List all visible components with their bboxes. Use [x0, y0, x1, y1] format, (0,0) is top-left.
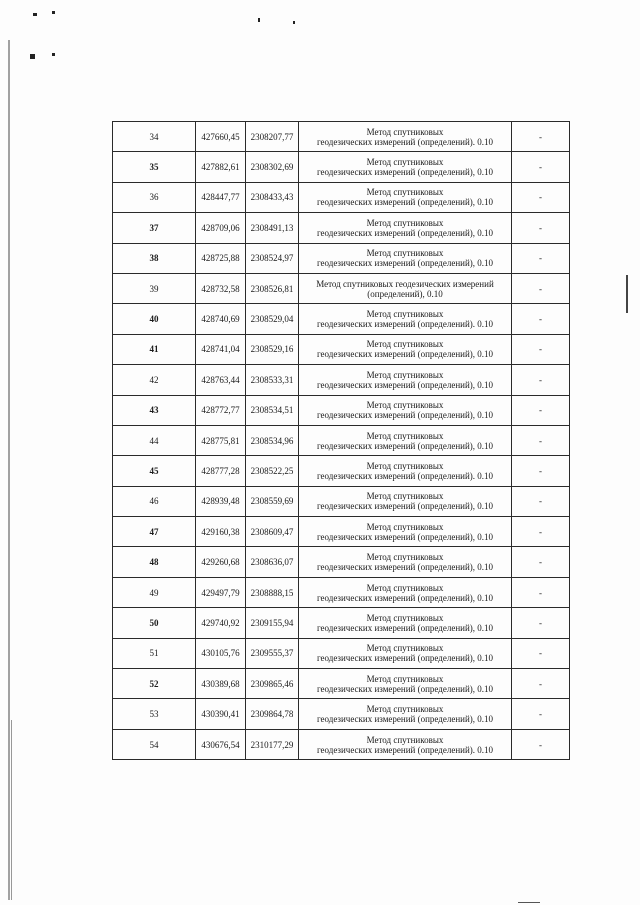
method-cell [299, 638, 512, 668]
point-number: 54 [113, 729, 196, 759]
blank-cell: - [512, 243, 570, 273]
method-line-1: Метод спутниковых [366, 612, 444, 623]
scan-edge-line [11, 720, 12, 900]
point-number: 44 [113, 425, 196, 455]
table-row [113, 638, 570, 668]
blank-cell: - [512, 456, 570, 486]
method-cell [299, 365, 512, 395]
method-cell [299, 122, 512, 152]
coordinate-y: 2309865,46 [246, 669, 299, 699]
method-line-1: Метод спутниковых [366, 673, 444, 684]
method-line-2: геодезических измерений (определений), 0.10 [316, 562, 494, 573]
point-number: 53 [113, 699, 196, 729]
method-line-1: Метод спутниковых [366, 187, 444, 198]
point-number: 48 [113, 547, 196, 577]
method-cell [299, 152, 512, 182]
method-line-2: (определений), 0.10 [367, 288, 443, 299]
blank-cell: - [512, 517, 570, 547]
coordinate-y: 2308529,04 [246, 304, 299, 334]
coordinate-y: 2309864,78 [246, 699, 299, 729]
method-line-2: геодезических измерений (определений), 0.10 [316, 653, 494, 664]
method-line-1: Метод спутниковых [366, 430, 444, 441]
coordinate-x: 428709,06 [196, 213, 246, 243]
point-number: 47 [113, 517, 196, 547]
method-line-2: геодезических измерений (определений), 0.10 [316, 714, 494, 725]
coordinate-y: 2308559,69 [246, 486, 299, 516]
table-row [113, 608, 570, 638]
coordinate-y: 2309155,94 [246, 608, 299, 638]
method-line-1: Метод спутниковых [366, 126, 444, 137]
coordinate-y: 2308529,16 [246, 334, 299, 364]
table-row [113, 304, 570, 334]
method-line-1: Метод спутниковых [366, 552, 444, 563]
coordinate-x: 427660,45 [196, 122, 246, 152]
point-number: 42 [113, 365, 196, 395]
blank-cell: - [512, 182, 570, 212]
coordinate-y: 2308524,97 [246, 243, 299, 273]
method-line-1: Метод спутниковых [366, 400, 444, 411]
point-number: 36 [113, 182, 196, 212]
method-cell [299, 213, 512, 243]
method-line-1: Метод спутниковых [366, 309, 444, 320]
table-row [113, 395, 570, 425]
coordinate-y: 2308491,13 [246, 213, 299, 243]
blank-cell: - [512, 669, 570, 699]
point-number: 38 [113, 243, 196, 273]
coordinate-y: 2309555,37 [246, 638, 299, 668]
coordinate-y: 2308302,69 [246, 152, 299, 182]
scan-speck [52, 11, 55, 14]
table-row [113, 547, 570, 577]
method-cell [299, 273, 512, 303]
coordinate-x: 428740,69 [196, 304, 246, 334]
coordinate-y: 2308636,07 [246, 547, 299, 577]
table-row [113, 517, 570, 547]
table-row [113, 577, 570, 607]
method-cell [299, 577, 512, 607]
coordinate-x: 428763,44 [196, 365, 246, 395]
blank-cell: - [512, 365, 570, 395]
blank-cell: - [512, 486, 570, 516]
method-cell [299, 395, 512, 425]
table-row [113, 729, 570, 759]
method-cell [299, 699, 512, 729]
point-number: 50 [113, 608, 196, 638]
table-row [113, 273, 570, 303]
coordinate-y: 2308534,96 [246, 425, 299, 455]
point-number: 37 [113, 213, 196, 243]
method-line-1: Метод спутниковых [366, 248, 444, 259]
method-cell [299, 456, 512, 486]
table-row [113, 486, 570, 516]
scan-edge-line [626, 275, 628, 313]
method-cell [299, 669, 512, 699]
method-cell [299, 547, 512, 577]
coordinate-x: 428732,58 [196, 273, 246, 303]
method-line-2: геодезических измерений (определений), 0.10 [316, 167, 494, 178]
method-line-1: Метод спутниковых [366, 339, 444, 350]
method-cell [299, 608, 512, 638]
scan-speck [52, 53, 55, 56]
blank-cell: - [512, 213, 570, 243]
blank-cell: - [512, 395, 570, 425]
method-line-1: Метод спутниковых [366, 491, 444, 502]
blank-cell: - [512, 152, 570, 182]
coordinate-x: 429740,92 [196, 608, 246, 638]
coordinate-y: 2310177,29 [246, 729, 299, 759]
blank-cell: - [512, 729, 570, 759]
method-line-2: геодезических измерений (определений), 0.10 [316, 258, 494, 269]
method-line-2: геодезических измерений (определений). 0.10 [316, 136, 494, 147]
coordinate-y: 2308609,47 [246, 517, 299, 547]
blank-cell: - [512, 547, 570, 577]
coordinate-x: 429260,68 [196, 547, 246, 577]
method-line-1: Метод спутниковых [366, 643, 444, 654]
method-line-2: геодезических измерений (определений), 0.10 [316, 531, 494, 542]
method-line-1: Метод спутниковых [366, 582, 444, 593]
method-line-2: геодезических измерений (определений), 0.10 [316, 592, 494, 603]
point-number: 40 [113, 304, 196, 334]
coordinate-x: 428939,48 [196, 486, 246, 516]
point-number: 43 [113, 395, 196, 425]
coordinate-x: 428447,77 [196, 182, 246, 212]
coordinate-y: 2308533,31 [246, 365, 299, 395]
coordinate-x: 428777,28 [196, 456, 246, 486]
blank-cell: - [512, 577, 570, 607]
table-row [113, 425, 570, 455]
coordinate-x: 427882,61 [196, 152, 246, 182]
coordinate-x: 428725,88 [196, 243, 246, 273]
method-line-2: геодезических измерений (определений). 0.10 [316, 470, 494, 481]
table-row [113, 182, 570, 212]
scan-edge-line [8, 40, 10, 900]
method-line-2: геодезических измерений (определений), 0.10 [316, 227, 494, 238]
blank-cell: - [512, 304, 570, 334]
table-row [113, 122, 570, 152]
point-number: 39 [113, 273, 196, 303]
coordinate-y: 2308522,25 [246, 456, 299, 486]
method-line-1: Метод спутниковых [366, 704, 444, 715]
table-row [113, 669, 570, 699]
blank-cell: - [512, 425, 570, 455]
table-row [113, 243, 570, 273]
coordinate-x: 428772,77 [196, 395, 246, 425]
coordinate-x: 430105,76 [196, 638, 246, 668]
coordinate-x: 429160,38 [196, 517, 246, 547]
method-line-2: геодезических измерений (определений), 0.10 [316, 440, 494, 451]
coordinate-x: 430390,41 [196, 699, 246, 729]
blank-cell: - [512, 122, 570, 152]
scan-speck [258, 18, 260, 22]
coordinate-y: 2308433,43 [246, 182, 299, 212]
blank-cell: - [512, 638, 570, 668]
scan-speck [30, 54, 35, 59]
method-line-2: геодезических измерений (определений), 0.10 [316, 683, 494, 694]
method-line-2: геодезических измерений (определений). 0.10 [316, 744, 494, 755]
point-number: 51 [113, 638, 196, 668]
method-cell [299, 517, 512, 547]
table-row [113, 152, 570, 182]
method-cell [299, 182, 512, 212]
method-cell [299, 243, 512, 273]
method-line-2: геодезических измерений (определений), 0.10 [316, 349, 494, 360]
point-number: 49 [113, 577, 196, 607]
point-number: 52 [113, 669, 196, 699]
method-line-2: геодезических измерений (определений), 0.10 [316, 622, 494, 633]
coordinate-x: 428775,81 [196, 425, 246, 455]
point-number: 35 [113, 152, 196, 182]
method-cell [299, 425, 512, 455]
method-line-2: геодезических измерений (определений), 0.10 [316, 410, 494, 421]
method-line-1: Метод спутниковых [366, 521, 444, 532]
scan-speck [33, 13, 37, 16]
table-row [113, 456, 570, 486]
coordinate-y: 2308534,51 [246, 395, 299, 425]
coordinate-x: 429497,79 [196, 577, 246, 607]
point-number: 46 [113, 486, 196, 516]
method-line-2: геодезических измерений (определений). 0.10 [316, 319, 494, 330]
point-number: 34 [113, 122, 196, 152]
coordinate-y: 2308888,15 [246, 577, 299, 607]
method-line-2: геодезических измерений (определений), 0.10 [316, 379, 494, 390]
method-line-1: Метод спутниковых [366, 369, 444, 380]
method-cell [299, 334, 512, 364]
point-number: 45 [113, 456, 196, 486]
method-line-1: Метод спутниковых [366, 734, 444, 745]
table-row [113, 365, 570, 395]
table-row [113, 699, 570, 729]
coordinate-y: 2308526,81 [246, 273, 299, 303]
method-cell [299, 486, 512, 516]
coordinates-table [112, 121, 570, 760]
coordinate-x: 428741,04 [196, 334, 246, 364]
method-line-2: геодезических измерений (определений), 0.10 [316, 197, 494, 208]
method-cell [299, 304, 512, 334]
table-row [113, 334, 570, 364]
table-row [113, 213, 570, 243]
method-line-1: Метод спутниковых геодезических измерений [316, 278, 494, 289]
blank-cell: - [512, 273, 570, 303]
blank-cell: - [512, 608, 570, 638]
scan-speck [293, 21, 295, 24]
method-line-1: Метод спутниковых [366, 157, 444, 168]
blank-cell: - [512, 334, 570, 364]
blank-cell: - [512, 699, 570, 729]
coordinate-y: 2308207,77 [246, 122, 299, 152]
method-line-1: Метод спутниковых [366, 460, 444, 471]
method-line-2: геодезических измерений (определений), 0.10 [316, 501, 494, 512]
coordinate-x: 430676,54 [196, 729, 246, 759]
scan-speck [518, 902, 540, 903]
point-number: 41 [113, 334, 196, 364]
method-line-1: Метод спутниковых [366, 217, 444, 228]
method-cell [299, 729, 512, 759]
coordinate-x: 430389,68 [196, 669, 246, 699]
